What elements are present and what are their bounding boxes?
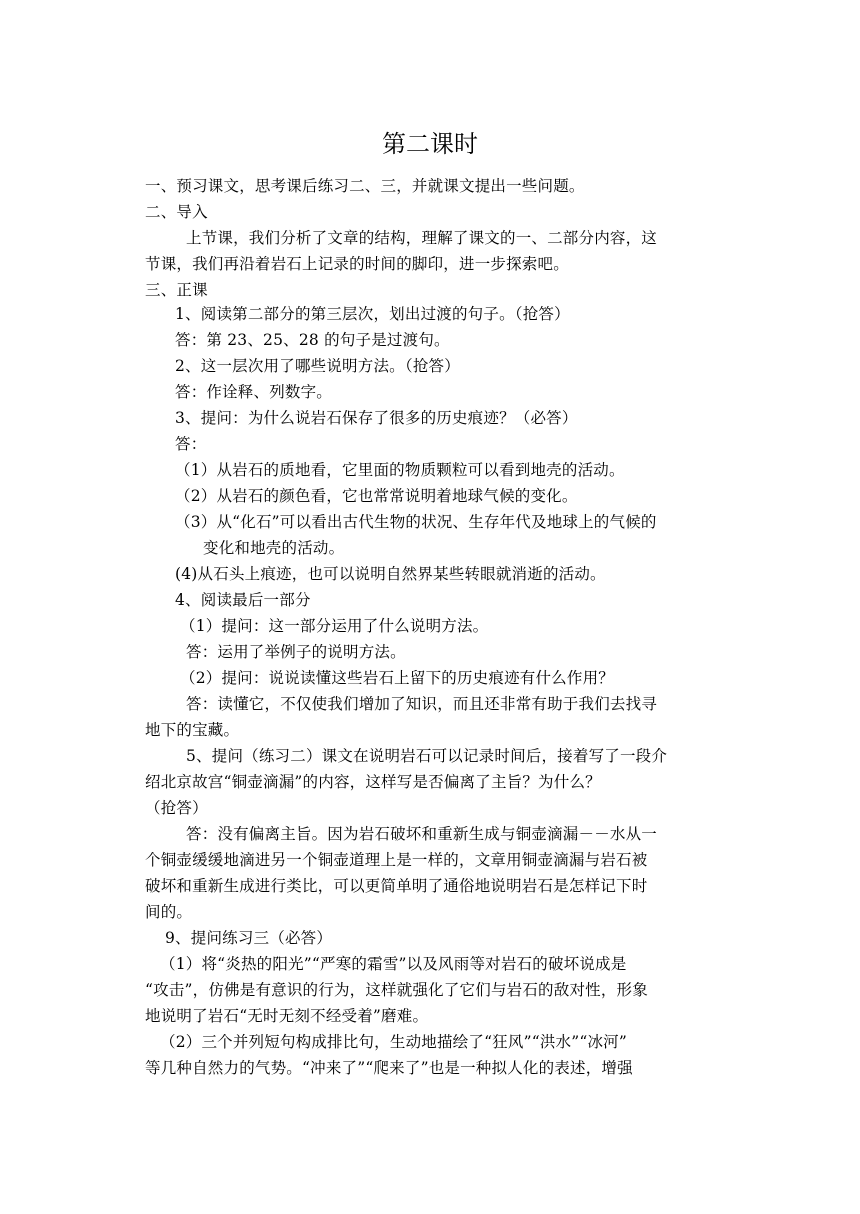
text-line: （1）提问：这一部分运用了什么说明方法。 [180,617,489,635]
text-line: 上节课，我们分析了文章的结构，理解了课文的一、二部分内容，这 [186,229,658,247]
text-line: （2）三个并列短句构成排比句，生动地描绘了“狂风”“洪水”“冰河” [160,1033,628,1051]
text-line: 答：第 23、25、28 的句子是过渡句。 [175,331,450,349]
text-line: 地说明了岩石“无时无刻不经受着”磨难。 [145,1007,429,1025]
text-line: 变化和地壳的活动。 [203,539,345,557]
text-line: (4)从石头上痕迹，也可以说明自然界某些转眼就消逝的活动。 [175,565,606,583]
text-line: 等几种自然力的气势。“冲来了”“爬来了”也是一种拟人化的表述，增强 [145,1059,633,1077]
text-line: 破坏和重新生成进行类比，可以更简单明了通俗地说明岩石是怎样记下时 [145,877,648,895]
text-line: 间的。 [145,903,193,921]
text-line: 绍北京故宫“铜壶滴漏”的内容，这样写是否偏离了主旨？为什么？ [145,773,601,791]
text-line: 4、阅读最后一部分 [175,591,311,609]
text-line: 答：作诠释、列数字。 [175,383,333,401]
page-title: 第二课时 [382,130,478,158]
text-line: （3）从“化石”可以看出古代生物的状况、生存年代及地球上的气候的 [175,513,657,531]
text-line: （1）从岩石的质地看，它里面的物质颗粒可以看到地壳的活动。 [175,461,625,479]
text-line: 节课，我们再沿着岩石上记录的时间的脚印，进一步探索吧。 [145,255,569,273]
text-line: 答：读懂它，不仅使我们增加了知识，而且还非常有助于我们去找寻 [186,695,658,713]
text-line: 答：运用了举例子的说明方法。 [186,643,406,661]
text-line: 2、这一层次用了哪些说明方法。（抢答） [175,357,460,375]
text-line: （2）从岩石的颜色看，它也常常说明着地球气候的变化。 [175,487,578,505]
text-line: 答： [175,435,207,453]
text-line: （抢答） [145,799,208,817]
section-heading: 二、导入 [145,203,208,221]
text-line: 一、预习课文，思考课后练习二、三，并就课文提出一些问题。 [145,177,585,195]
text-line: （2）提问：说说读懂这些岩石上留下的历史痕迹有什么作用？ [180,669,614,687]
text-line: 3、提问：为什么说岩石保存了很多的历史痕迹？（必答） [175,409,578,427]
text-line: （1）将“炎热的阳光”“严寒的霜雪”以及风雨等对岩石的破坏说成是 [160,955,627,973]
section-heading: 三、正课 [145,281,208,299]
text-line: 地下的宝藏。 [145,721,240,739]
text-line: 5、提问（练习二）课文在说明岩石可以记录时间后，接着写了一段介 [186,747,668,765]
text-line: 个铜壶缓缓地滴进另一个铜壶道理上是一样的，文章用铜壶滴漏与岩石被 [145,851,648,869]
text-line: 9、提问练习三（必答） [165,929,333,947]
text-line: 1、阅读第二部分的第三层次，划出过渡的句子。（抢答） [175,305,570,323]
text-line: 答：没有偏离主旨。因为岩石破坏和重新生成与铜壶滴漏－－水从一 [186,825,658,843]
text-line: “攻击”，仿佛是有意识的行为，这样就强化了它们与岩石的敌对性，形象 [145,981,648,999]
